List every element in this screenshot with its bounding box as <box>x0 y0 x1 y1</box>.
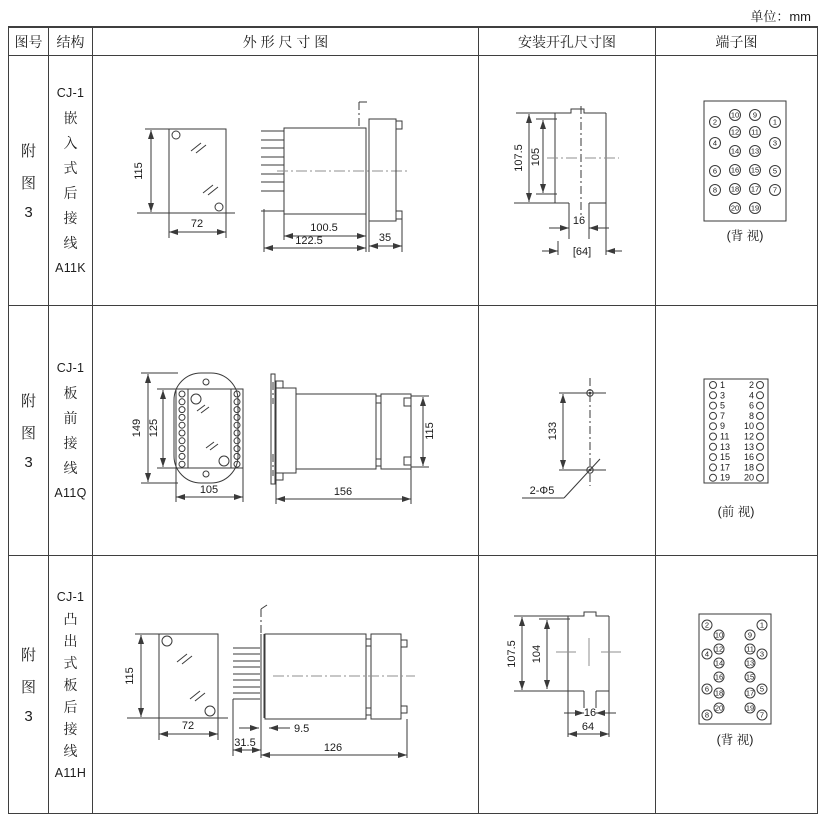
dim-total-length-r1: 122.5 <box>295 235 323 247</box>
svg-text:2: 2 <box>748 380 754 390</box>
svg-text:12: 12 <box>714 644 724 654</box>
install-cutout-r1 <box>513 106 622 258</box>
figure-no-row2: 附 图 3 <box>9 306 49 556</box>
svg-text:3: 3 <box>772 138 778 148</box>
svg-text:19: 19 <box>745 703 755 713</box>
svg-text:13: 13 <box>745 658 755 668</box>
svg-text:10: 10 <box>714 630 724 640</box>
svg-text:8: 8 <box>712 185 718 195</box>
svg-text:12: 12 <box>743 431 754 442</box>
dim-install-h2-r1: 105 <box>530 147 542 167</box>
dim-front-height-r1: 115 <box>133 162 145 180</box>
svg-text:9: 9 <box>720 421 726 432</box>
svg-text:6: 6 <box>748 400 754 411</box>
header-figure-no: 图号 <box>9 28 49 56</box>
svg-text:20: 20 <box>730 203 740 213</box>
dim-install-h1-r1: 107.5 <box>513 144 525 172</box>
structure-row1: CJ-1 嵌 入 式 后 接 线 A11K <box>49 56 93 306</box>
terminal-box-r3 <box>699 614 771 724</box>
svg-text:17: 17 <box>750 184 760 194</box>
svg-text:17: 17 <box>720 462 731 473</box>
svg-text:7: 7 <box>772 185 778 195</box>
svg-text:16: 16 <box>743 452 754 463</box>
svg-text:6: 6 <box>712 166 718 176</box>
svg-text:14: 14 <box>714 658 724 668</box>
front-view-r3 <box>124 634 228 740</box>
svg-text:18: 18 <box>743 462 754 473</box>
install-cutout-r3 <box>506 612 621 737</box>
side-view-r3 <box>233 605 415 758</box>
svg-text:14: 14 <box>730 146 740 156</box>
side-view-r2 <box>271 374 436 504</box>
svg-text:8: 8 <box>748 410 754 421</box>
svg-text:3: 3 <box>759 649 765 659</box>
svg-text:13: 13 <box>743 441 754 452</box>
dim-front-width-r1: 72 <box>190 218 204 230</box>
terminal-circles-r2 <box>710 382 764 482</box>
svg-text:2: 2 <box>712 117 718 127</box>
view-label-r2: (前 视) <box>717 505 755 519</box>
header-install: 安装开孔尺寸图 <box>479 28 656 56</box>
dim-side-height-r2: 115 <box>424 422 436 440</box>
dim-panel-gap-r3: 9.5 <box>294 723 310 735</box>
svg-text:9: 9 <box>752 110 758 120</box>
dim-install-h2-r3: 104 <box>531 644 543 664</box>
svg-text:18: 18 <box>714 688 724 698</box>
header-outline: 外 形 尺 寸 图 <box>93 28 479 56</box>
svg-text:15: 15 <box>745 672 755 682</box>
svg-text:19: 19 <box>720 472 731 483</box>
dim-body-length-r1: 100.5 <box>310 222 338 234</box>
svg-text:1: 1 <box>772 117 778 127</box>
svg-text:11: 11 <box>751 127 759 137</box>
svg-text:6: 6 <box>704 684 710 694</box>
side-view-r1 <box>261 102 407 252</box>
dim-install-w2-r1: [64] <box>572 246 592 258</box>
view-label-r3: (背 视) <box>716 733 754 747</box>
dim-install-w1-r3: 16 <box>583 707 597 719</box>
view-label-r1: (背 视) <box>726 229 764 243</box>
dim-height-inner-r2: 125 <box>148 418 160 438</box>
svg-text:7: 7 <box>759 710 765 720</box>
svg-text:10: 10 <box>743 421 754 432</box>
dim-total-length-r3: 126 <box>323 742 343 754</box>
dim-install-w1-r1: 16 <box>572 215 586 227</box>
dim-flange-r1: 35 <box>378 232 392 244</box>
terminal-drawing-row1 <box>656 56 817 306</box>
svg-text:7: 7 <box>720 410 726 421</box>
svg-text:5: 5 <box>720 400 726 411</box>
dim-height-outer-r2: 149 <box>131 418 143 438</box>
install-drawing-row1 <box>479 56 656 306</box>
dim-hole-spacing-r2: 133 <box>547 421 559 441</box>
dim-install-w2-r3: 64 <box>581 721 595 733</box>
svg-text:4: 4 <box>748 390 754 401</box>
svg-text:1: 1 <box>759 620 765 630</box>
svg-text:11: 11 <box>746 644 754 654</box>
front-view-r1 <box>133 129 235 238</box>
unit-label: 单位：mm <box>750 9 811 24</box>
svg-text:5: 5 <box>772 166 778 176</box>
install-drawing-row2 <box>479 306 656 556</box>
outline-drawing-row2 <box>93 306 479 556</box>
svg-text:16: 16 <box>714 672 724 682</box>
svg-text:4: 4 <box>704 649 710 659</box>
dim-side-length-r2: 156 <box>333 486 353 498</box>
front-view-r2 <box>131 373 243 502</box>
structure-row2: CJ-1 板 前 接 线 A11Q <box>49 306 93 556</box>
terminal-drawing-row2 <box>656 306 817 556</box>
terminal-drawing-row3 <box>656 556 817 813</box>
svg-text:5: 5 <box>759 684 765 694</box>
terminal-numbers-r1 <box>713 111 777 213</box>
install-holes-r2 <box>522 378 606 498</box>
terminal-numbers-r2 <box>720 380 754 483</box>
svg-text:19: 19 <box>750 203 760 213</box>
svg-text:20: 20 <box>714 703 724 713</box>
terminal-circles-r1 <box>710 110 781 214</box>
svg-text:18: 18 <box>730 184 740 194</box>
svg-text:3: 3 <box>720 390 726 401</box>
svg-text:13: 13 <box>750 146 760 156</box>
svg-text:12: 12 <box>730 127 740 137</box>
svg-text:15: 15 <box>750 165 760 175</box>
svg-text:20: 20 <box>743 472 754 483</box>
svg-text:17: 17 <box>745 688 755 698</box>
svg-text:2: 2 <box>704 620 710 630</box>
structure-row3: CJ-1 凸 出 式 板 后 接 线 A11H <box>49 556 93 813</box>
terminal-circles-r3 <box>702 620 767 720</box>
outline-drawing-row1 <box>93 56 479 306</box>
figure-no-row3: 附 图 3 <box>9 556 49 813</box>
install-drawing-row3 <box>479 556 656 813</box>
svg-text:9: 9 <box>747 630 753 640</box>
dim-front-height-r3: 115 <box>124 667 136 685</box>
header-structure: 结构 <box>49 28 93 56</box>
dim-front-width-r3: 72 <box>181 720 195 732</box>
svg-text:11: 11 <box>720 431 730 442</box>
outline-drawing-row3 <box>93 556 479 813</box>
svg-text:8: 8 <box>704 710 710 720</box>
svg-text:15: 15 <box>720 452 731 463</box>
header-terminal: 端子图 <box>656 28 817 56</box>
svg-text:13: 13 <box>720 441 731 452</box>
svg-text:1: 1 <box>720 380 726 390</box>
svg-text:10: 10 <box>730 110 740 120</box>
svg-text:16: 16 <box>730 165 740 175</box>
dim-install-h1-r3: 107.5 <box>506 640 518 668</box>
svg-text:4: 4 <box>712 138 718 148</box>
dim-pin-length-r3: 31.5 <box>234 737 256 749</box>
figure-no-row1: 附 图 3 <box>9 56 49 306</box>
dim-width-r2: 105 <box>199 484 219 496</box>
hole-callout-r2: 2-Φ5 <box>529 485 555 497</box>
dimension-table <box>8 26 818 814</box>
terminal-box-r2 <box>704 379 768 483</box>
